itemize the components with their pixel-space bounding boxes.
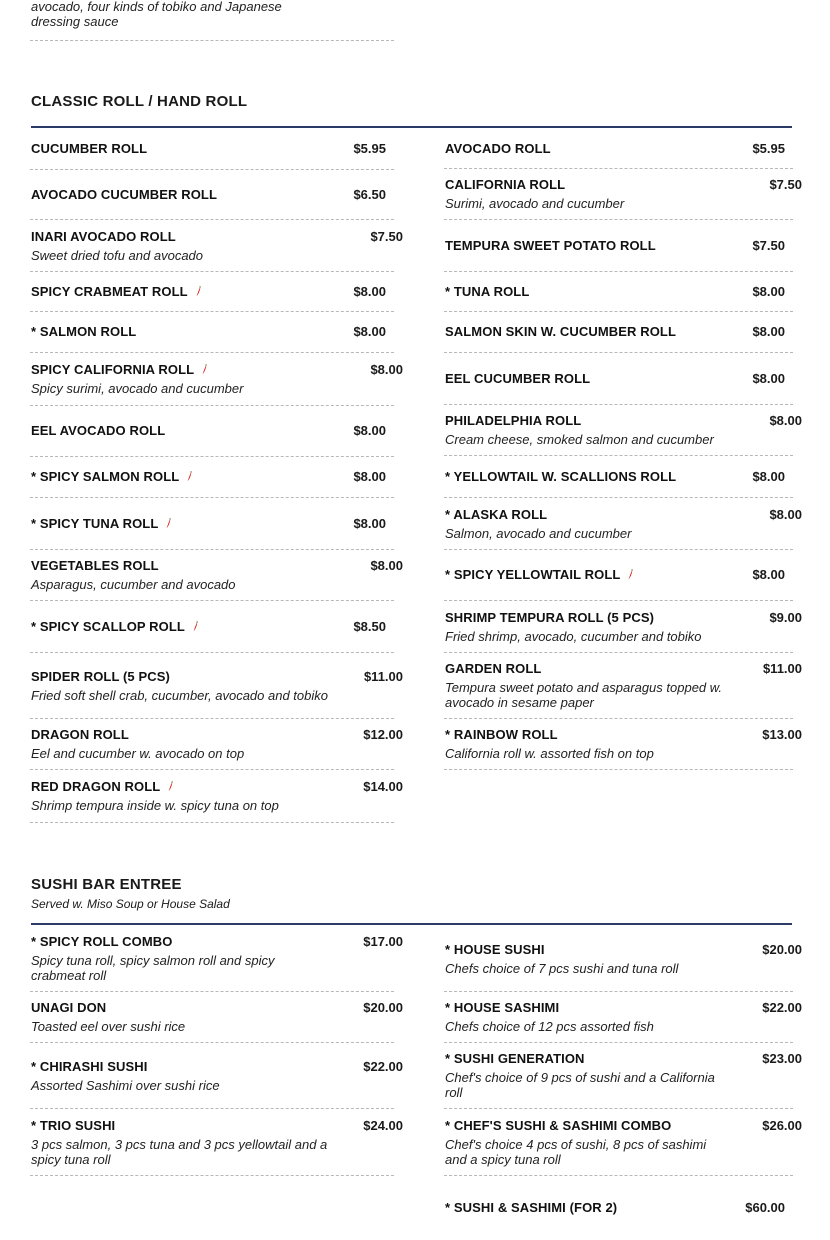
- menu-item-name-text: SPICY CALIFORNIA ROLL: [31, 362, 195, 377]
- menu-item-description: California roll w. assorted fish on top: [445, 746, 654, 761]
- menu-item: [30, 457, 394, 498]
- menu-item-description: Asparagus, cucumber and avocado: [31, 577, 236, 592]
- menu-item-description: Chefs choice of 7 pcs sushi and tuna roll: [445, 960, 679, 976]
- menu-item-description: Chef's choice of 9 pcs of sushi and a California roll: [445, 1070, 715, 1100]
- menu-item-name-text: * HOUSE SASHIMI: [445, 1000, 560, 1015]
- menu-item-name-text: SPIDER ROLL (5 PCS): [31, 668, 170, 684]
- menu-item: [30, 1043, 403, 1109]
- menu-item: [30, 129, 394, 170]
- menu-item-name: [445, 324, 713, 340]
- menu-item-name-text: * HOUSE SUSHI: [445, 941, 545, 957]
- menu-item-price: $5.95: [353, 141, 386, 156]
- menu-item-name: [31, 141, 314, 157]
- menu-item-name: [445, 1118, 730, 1134]
- spicy-pepper-icon: [187, 471, 193, 482]
- menu-item: [30, 406, 394, 457]
- menu-item-price: $14.00: [363, 779, 403, 794]
- menu-item-name-text: * CHIRASHI SUSHI: [31, 1058, 148, 1074]
- menu-item-name-text: SPICY CRABMEAT ROLL: [31, 283, 188, 299]
- menu-item-price: $11.00: [363, 668, 403, 684]
- menu-item-name-text: * YELLOWTAIL W. SCALLIONS ROLL: [445, 468, 677, 484]
- menu-item: [30, 312, 394, 353]
- menu-item-price: $9.00: [769, 609, 802, 625]
- menu-item-description: Spicy surimi, avocado and cucumber: [31, 381, 244, 396]
- menu-item-name: [31, 619, 314, 635]
- menu-item-description: Salmon, avocado and cucumber: [445, 525, 632, 541]
- menu-item: [30, 926, 403, 992]
- menu-item: [444, 405, 802, 456]
- menu-item-description: Toasted eel over sushi rice: [31, 1019, 186, 1034]
- menu-item-name: [31, 469, 314, 485]
- menu-item: [444, 498, 802, 550]
- menu-item-name: [31, 324, 314, 340]
- menu-item-name-text: INARI AVOCADO ROLL: [31, 228, 176, 244]
- menu-item: [444, 272, 793, 312]
- menu-item: [30, 992, 403, 1043]
- menu-item: [444, 169, 802, 220]
- menu-item: [444, 1176, 793, 1240]
- menu-item-name: [31, 1059, 331, 1075]
- menu-item: [30, 353, 403, 406]
- menu-item-name: [445, 238, 713, 254]
- menu-item-price: $8.00: [353, 515, 386, 531]
- menu-item: [444, 926, 802, 992]
- menu-item-description: Shrimp tempura inside w. spicy tuna on top: [31, 798, 279, 813]
- menu-item-name: [445, 177, 730, 193]
- menu-item-description: Fried shrimp, avocado, cucumber and tobiko: [445, 628, 702, 644]
- menu-item: [444, 353, 793, 405]
- menu-item-price: $8.00: [752, 468, 785, 484]
- menu-item-name: [31, 669, 331, 685]
- spicy-pepper-icon: [166, 518, 172, 529]
- menu-item-name-text: * SPICY TUNA ROLL: [31, 515, 159, 531]
- menu-item-name-text: DRAGON ROLL: [31, 727, 129, 742]
- menu-item-price: $8.00: [353, 324, 386, 339]
- menu-item-name: [445, 507, 730, 523]
- menu-item-description: Cream cheese, smoked salmon and cucumber: [445, 432, 714, 447]
- menu-item-name-text: * SPICY SCALLOP ROLL: [31, 618, 185, 634]
- menu-item-name-text: VEGETABLES ROLL: [31, 558, 159, 573]
- menu-item-description: 3 pcs salmon, 3 pcs tuna and 3 pcs yellowtail and a spicy tuna roll: [31, 1136, 328, 1167]
- menu-item: [444, 1043, 802, 1109]
- menu-item-price: $17.00: [363, 934, 403, 949]
- menu-item: [30, 272, 394, 312]
- menu-item-description: Tempura sweet potato and asparagus topped w. avocado in sesame paper: [445, 680, 723, 710]
- menu-item: [444, 601, 802, 653]
- menu-item-price: $11.00: [762, 661, 802, 676]
- menu-item-price: $24.00: [363, 1117, 403, 1133]
- menu-item-name: [31, 423, 314, 439]
- menu-item-name-text: PHILADELPHIA ROLL: [445, 413, 582, 428]
- menu-item-name-text: EEL CUCUMBER ROLL: [445, 370, 591, 386]
- menu-item-price: $22.00: [762, 1000, 802, 1015]
- section-title-sushi-bar-entree: SUSHI BAR ENTREE: [31, 876, 182, 893]
- menu-item-price: $22.00: [363, 1058, 403, 1074]
- menu-item-name-text: TEMPURA SWEET POTATO ROLL: [445, 237, 656, 253]
- menu-item-price: $5.95: [752, 140, 785, 156]
- menu-item-price: $8.00: [752, 370, 785, 386]
- menu-item-name: [445, 942, 730, 958]
- menu-item-price: $7.50: [752, 237, 785, 253]
- menu-item-price: $7.50: [769, 177, 802, 192]
- menu-item-name: [445, 284, 713, 300]
- menu-item-description: Assorted Sashimi over sushi rice: [31, 1077, 220, 1093]
- menu-item-name-text: CUCUMBER ROLL: [31, 141, 148, 156]
- menu-item-name-text: * ALASKA ROLL: [445, 506, 548, 522]
- menu-item: [30, 498, 394, 550]
- menu-item-price: $20.00: [762, 941, 802, 957]
- menu-item-price: $20.00: [363, 1000, 403, 1015]
- menu-item-price: $60.00: [745, 1200, 785, 1215]
- menu-item: [444, 550, 793, 601]
- menu-item-price: $8.00: [752, 324, 785, 339]
- menu-item-name: [445, 469, 713, 485]
- menu-item-name-text: * SPICY SALMON ROLL: [31, 469, 180, 484]
- menu-item: [444, 456, 793, 498]
- menu-item-name: [445, 413, 730, 429]
- menu-item-price: $8.00: [370, 362, 403, 377]
- menu-item-name-text: AVOCADO ROLL: [445, 140, 551, 156]
- spicy-pepper-icon: [628, 569, 634, 580]
- menu-item-name: [445, 610, 730, 626]
- menu-item: [444, 992, 802, 1043]
- menu-item: [30, 770, 403, 823]
- spicy-pepper-icon: [168, 781, 174, 792]
- menu-item-name-text: * TUNA ROLL: [445, 283, 530, 299]
- menu-item-name-text: SALMON SKIN W. CUCUMBER ROLL: [445, 324, 677, 339]
- menu-item-description: Eel and cucumber w. avocado on top: [31, 746, 245, 761]
- menu-item-name: [31, 516, 314, 532]
- menu-item: [30, 170, 394, 220]
- menu-item: [444, 653, 802, 719]
- menu-item-name-text: EEL AVOCADO ROLL: [31, 423, 166, 438]
- section-title-classic-roll: CLASSIC ROLL / HAND ROLL: [31, 93, 248, 110]
- menu-item-name-text: UNAGI DON: [31, 1000, 107, 1015]
- prev-item-divider: [30, 40, 394, 41]
- spicy-pepper-icon: [196, 286, 202, 297]
- menu-item-description: Surimi, avocado and cucumber: [445, 196, 625, 211]
- menu-item-price: $13.00: [762, 727, 802, 742]
- menu-item-name: [445, 141, 713, 157]
- menu-item-description: Chefs choice of 12 pcs assorted fish: [445, 1019, 654, 1034]
- menu-item-price: $7.50: [370, 228, 403, 244]
- menu-item-price: $8.00: [769, 413, 802, 428]
- prev-item-desc-line2: dressing sauce: [31, 14, 119, 29]
- menu-item-name-text: * SPICY YELLOWTAIL ROLL: [445, 567, 621, 582]
- spicy-pepper-icon: [193, 621, 199, 632]
- menu-item-name: [445, 727, 730, 743]
- menu-item-name: [31, 727, 331, 743]
- menu-item-name: [31, 1000, 331, 1016]
- menu-item-price: $8.00: [353, 469, 386, 484]
- menu-item-name: [31, 558, 331, 574]
- section-subtitle-entree: Served w. Miso Soup or House Salad: [31, 897, 230, 911]
- menu-item: [444, 719, 802, 770]
- menu-item-name: [31, 934, 331, 950]
- menu-item-price: $8.00: [752, 283, 785, 299]
- menu-item-name-text: * SUSHI GENERATION: [445, 1051, 585, 1066]
- menu-item-name: [445, 567, 713, 583]
- menu-item: [444, 220, 793, 272]
- menu-item: [30, 550, 403, 601]
- menu-item-name: [31, 362, 331, 378]
- menu-item-name: [31, 779, 331, 795]
- menu-item: [444, 1109, 802, 1176]
- menu-item-price: $8.00: [353, 423, 386, 438]
- menu-item-name: [31, 1118, 331, 1134]
- section-divider-entree: [31, 923, 792, 925]
- menu-item: [30, 601, 394, 653]
- menu-item-name-text: * TRIO SUSHI: [31, 1117, 116, 1133]
- menu-item-description: Spicy tuna roll, spicy salmon roll and spicy crabmeat roll: [31, 953, 275, 983]
- spicy-pepper-icon: [202, 364, 208, 375]
- menu-item-name-text: * RAINBOW ROLL: [445, 727, 558, 742]
- menu-item-price: $6.50: [353, 186, 386, 202]
- menu-item-price: $8.00: [353, 283, 386, 299]
- menu-item-name-text: CALIFORNIA ROLL: [445, 177, 566, 192]
- menu-item-description: Fried soft shell crab, cucumber, avocado and tobiko: [31, 687, 328, 703]
- menu-item-description: Sweet dried tofu and avocado: [31, 247, 204, 263]
- menu-item: [444, 312, 793, 353]
- menu-item-name: [31, 229, 331, 245]
- menu-item-name: [445, 661, 730, 677]
- menu-item-name: [445, 1051, 730, 1067]
- menu-item-price: $8.00: [752, 567, 785, 582]
- menu-item: [30, 1109, 403, 1176]
- menu-item-name: [31, 284, 314, 300]
- prev-item-desc-line1: avocado, four kinds of tobiko and Japanese: [31, 0, 282, 14]
- menu-item-name-text: SHRIMP TEMPURA ROLL (5 PCS): [445, 609, 655, 625]
- menu-item-name: [445, 1200, 713, 1216]
- menu-item-name: [445, 371, 713, 387]
- prev-item-description: [31, 0, 321, 29]
- menu-item: [30, 653, 403, 719]
- menu-item-name-text: * CHEF'S SUSHI & SASHIMI COMBO: [445, 1117, 672, 1133]
- menu-item-name: [445, 1000, 730, 1016]
- menu-item-name-text: * SUSHI & SASHIMI (FOR 2): [445, 1200, 618, 1215]
- menu-item-price: $12.00: [363, 727, 403, 742]
- menu-item-price: $8.50: [353, 618, 386, 634]
- menu-item-price: $26.00: [762, 1117, 802, 1133]
- menu-item-price: $8.00: [370, 558, 403, 573]
- menu-item-name-text: AVOCADO CUCUMBER ROLL: [31, 186, 218, 202]
- menu-item-name-text: RED DRAGON ROLL: [31, 779, 161, 794]
- menu-item-name-text: GARDEN ROLL: [445, 661, 542, 676]
- section-divider-classic: [31, 126, 792, 128]
- menu-item: [30, 719, 403, 770]
- menu-item-name: [31, 187, 314, 203]
- menu-item-name-text: * SALMON ROLL: [31, 324, 137, 339]
- menu-item-price: $23.00: [762, 1051, 802, 1066]
- menu-item-name-text: * SPICY ROLL COMBO: [31, 934, 173, 949]
- menu-item: [30, 220, 403, 272]
- menu-item: [444, 129, 793, 169]
- menu-item-description: Chef's choice 4 pcs of sushi, 8 pcs of sashimi and a spicy tuna roll: [445, 1136, 707, 1167]
- menu-item-price: $8.00: [769, 506, 802, 522]
